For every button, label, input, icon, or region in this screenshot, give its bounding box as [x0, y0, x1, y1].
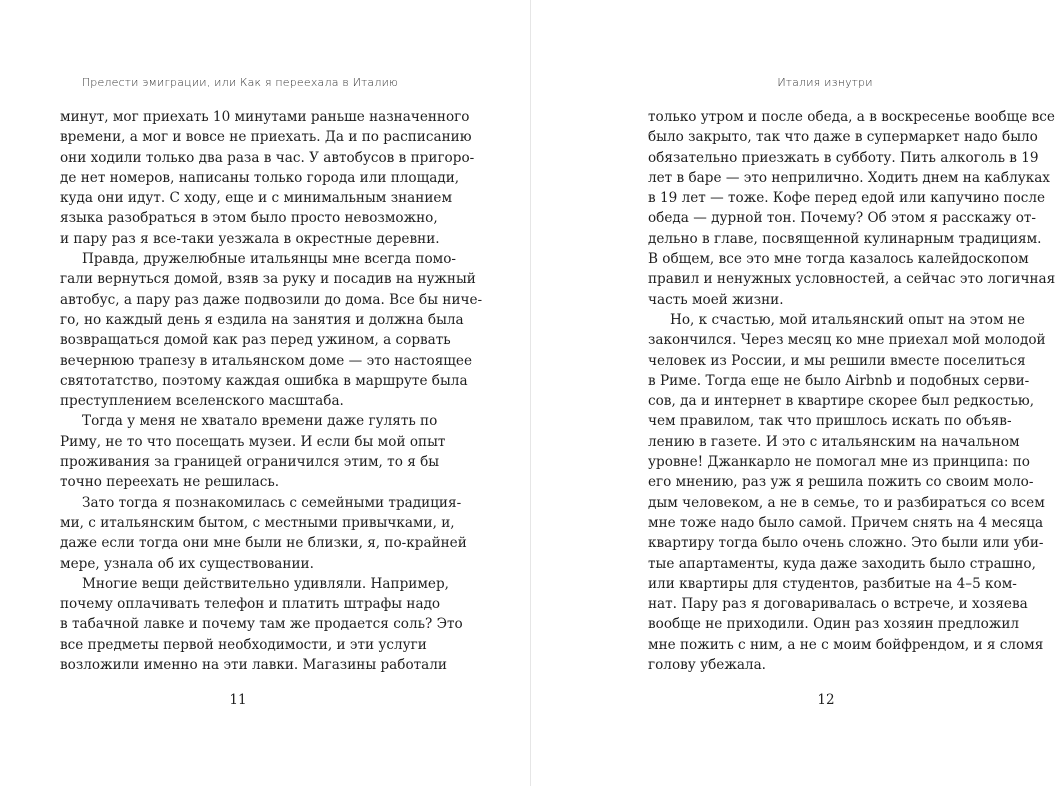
- running-head: Прелести эмиграции, или Как я переехала в Италию: [81, 76, 399, 89]
- text-line: вообще не приходили. Один раз хозяин предложил: [648, 616, 1020, 633]
- text-line: в Риме. Тогда еще не было Airbnb и подобных серви-: [648, 372, 1030, 389]
- text-line: закончился. Через месяц ко мне приехал мой молодой: [648, 332, 1046, 349]
- text-line: вечернюю трапезу в итальянском доме — это настоящее: [60, 352, 473, 369]
- text-line: нат. Пару раз я договаривалась о встрече, и хозяева: [648, 596, 1028, 613]
- text-line: мне тоже надо было самой. Причем снять на 4 месяца: [648, 514, 1044, 531]
- text-line: возвращаться домой как раз перед ужином, а сорвать: [60, 332, 451, 349]
- text-line: Но, к счастью, мой итальянский опыт на этом не: [670, 311, 1025, 328]
- text-line: времени, а мог и вовсе не приехать. Да и по расписанию: [60, 129, 472, 146]
- text-line: де нет номеров, написаны только города или площади,: [60, 169, 460, 186]
- text-line: они ходили только два раза в час. У автобусов в пригоро-: [60, 149, 475, 166]
- text-line: ми, с итальянским бытом, с местными привычками, и,: [60, 514, 455, 531]
- left-page: [0, 0, 530, 786]
- text-line: Многие вещи действительно удивляли. Например,: [82, 575, 449, 592]
- text-line: мере, узнала об их существовании.: [60, 555, 314, 572]
- text-line: автобус, а пару раз даже подвозили до дома. Все бы ниче-: [60, 291, 483, 308]
- text-line: почему оплачивать телефон и платить штрафы надо: [60, 596, 441, 613]
- text-line: уровне! Джанкарло не помогал мне из принципа: по: [648, 454, 1030, 471]
- text-line: Тогда у меня не хватало времени даже гулять по: [82, 413, 438, 430]
- text-line: тые апартаменты, куда даже заходить было страшно,: [648, 555, 1036, 572]
- text-line: возложили именно на эти лавки. Магазины работали: [60, 657, 447, 674]
- text-line: дым человеком, а не в семье, то и разбираться со всем: [648, 494, 1045, 511]
- text-line: сов, да и интернет в квартире скорее был редкостью,: [648, 393, 1035, 410]
- text-line: правил и ненужных условностей, а сейчас это логичная: [648, 271, 1056, 288]
- text-line: даже если тогда они мне были не близки, я, по-крайней: [60, 535, 467, 552]
- right-page: [531, 0, 1061, 786]
- text-line: лению в газете. И это с итальянским на начальном: [648, 433, 1020, 450]
- text-line: или квартиры для студентов, разбитые на 4–5 ком-: [648, 575, 1017, 592]
- text-line: проживания за границей ограничился этим, то я бы: [60, 454, 440, 471]
- page-body: [648, 107, 1056, 675]
- text-line: все предметы первой необходимости, и эти услуги: [60, 636, 427, 653]
- text-line: дельно в главе, посвященной кулинарным традициям.: [648, 230, 1042, 247]
- text-line: минут, мог приехать 10 минутами раньше назначенного: [60, 109, 470, 125]
- text-line: точно переехать не решилась.: [60, 474, 280, 491]
- text-line: преступлением вселенского масштаба.: [60, 393, 344, 410]
- running-head: Италия изнутри: [777, 76, 873, 89]
- page-body: [60, 107, 483, 675]
- text-line: мне пожить с ним, а не с моим бойфрендом, и я сломя: [648, 636, 1044, 653]
- text-line: обязательно приезжать в субботу. Пить алкоголь в 19: [648, 149, 1039, 166]
- text-line: лет в баре — это неприлично. Ходить днем на каблуках: [648, 169, 1050, 186]
- text-line: было закрыто, так что даже в супермаркет надо было: [648, 129, 1038, 146]
- text-line: его мнению, раз уж я решила пожить со своим моло-: [648, 474, 1034, 491]
- text-line: Риму, не то что посещать музеи. И если бы мой опыт: [60, 433, 446, 450]
- text-line: куда они идут. С ходу, еще и с минимальным знанием: [60, 190, 453, 207]
- text-line: человек из России, и мы решили вместе поселиться: [648, 352, 1026, 369]
- text-line: го, но каждый день я ездила на занятия и должна была: [60, 311, 464, 328]
- text-line: в табачной лавке и почему там же продается соль? Это: [60, 616, 463, 633]
- text-line: святотатство, поэтому каждая ошибка в маршруте была: [60, 372, 468, 389]
- text-line: в 19 лет — тоже. Кофе перед едой или капучино после: [648, 190, 1046, 207]
- text-line: языка разобраться в этом было просто невозможно,: [60, 210, 438, 227]
- text-line: обеда — дурной тон. Почему? Об этом я расскажу от-: [648, 210, 1036, 227]
- text-line: гали вернуться домой, взяв за руку и посадив на нужный: [60, 271, 476, 288]
- text-line: голову убежала.: [648, 657, 766, 674]
- text-line: только утром и после обеда, а в воскресенье вообще все: [648, 109, 1055, 125]
- page-number: 12: [817, 692, 835, 708]
- text-line: квартиру тогда было очень сложно. Это были или уби-: [648, 535, 1044, 552]
- text-line: часть моей жизни.: [648, 291, 784, 308]
- text-line: чем правилом, так что пришлось искать по объяв-: [648, 413, 1012, 430]
- text-line: Зато тогда я познакомилась с семейными традиция-: [82, 494, 462, 511]
- text-line: Правда, дружелюбные итальянцы мне всегда помо-: [82, 251, 457, 268]
- text-line: В общем, все это мне тогда казалось калейдоскопом: [648, 251, 1029, 268]
- text-line: и пару раз я все-таки уезжала в окрестные деревни.: [60, 230, 440, 247]
- page-number: 11: [229, 692, 247, 708]
